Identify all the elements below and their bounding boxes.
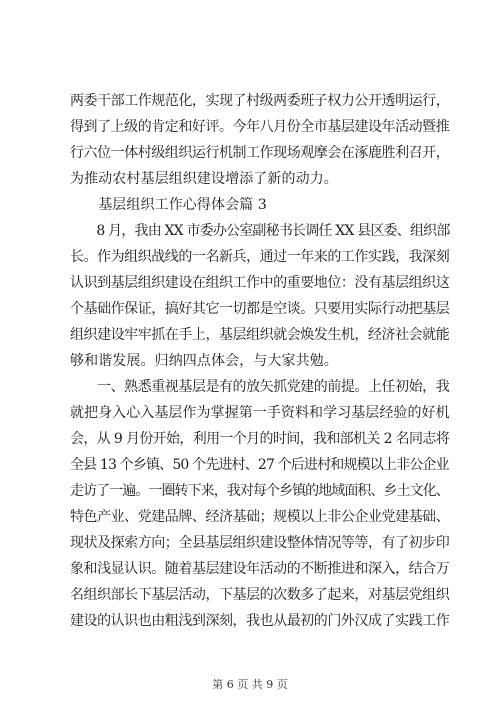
text-line: 为推动农村基层组织建设增添了新的动力。 <box>70 171 338 187</box>
text-line: 走访了一遍。一圈转下来，我对每个乡镇的地域面积、乡土文化、 <box>70 483 449 499</box>
text-line: 现状及探索方向；全县基层组织建设整体情况等等，有了初步印 <box>70 535 450 551</box>
text-line: 行六位一体村级组织运行机制工作现场观摩会在涿鹿胜利召开， <box>70 145 450 161</box>
text-line: 组织建设牢牢抓在手上，基层组织就会焕发生机，经济社会就能 <box>70 327 450 343</box>
text-line: 全县 13 个乡镇、50 个先进村、27 个后进村和规模以上非公企业 <box>70 457 449 473</box>
text-line: 名组织部长下基层活动，下基层的次数多了起来，对基层党组织 <box>70 587 450 603</box>
text-line: 会，从 9 月份开始，利用一个月的时间，我和部机关 2 名同志将 <box>70 431 450 447</box>
text-line: 建设的认识也由粗浅到深刻，我也从最初的门外汉成了实践工作 <box>70 613 450 629</box>
text-line: 两委干部工作规范化，实现了村级两委班子权力公开透明运行， <box>70 93 450 109</box>
document-body <box>70 88 450 634</box>
text-line: 一、熟悉重视基层是有的放矢抓党建的前提。上任初始，我 <box>70 379 450 395</box>
text-line: 个基础作保证，搞好其它一切都是空谈。只要用实际行动把基层 <box>70 301 450 317</box>
text-line: 就把身入心入基层作为掌握第一手资料和学习基层经验的好机 <box>70 405 450 421</box>
text-line: 特色产业、党建品牌、经济基础；规模以上非公企业党建基础、 <box>70 509 450 525</box>
text-line: 得到了上级的肯定和好评。今年八月份全市基层建设年活动暨推 <box>70 119 450 135</box>
text-line: 够和谐发展。归纳四点体会，与大家共勉。 <box>70 353 338 369</box>
text-line: 8 月，我由 XX 市委办公室副秘书长调任 XX 县区委、组织部 <box>70 223 450 239</box>
text-line: 象和浅显认识。随着基层建设年活动的不断推进和深入，结合万 <box>70 561 450 577</box>
section-heading: 基层组织工作心得体会篇 3 <box>70 197 267 213</box>
text-line: 认识到基层组织建设在组织工作中的重要地位：没有基层组织这 <box>70 275 450 291</box>
text-line: 长。作为组织战线的一名新兵，通过一年来的工作实践，我深刻 <box>70 249 450 265</box>
page-footer: 第 6 页 共 9 页 <box>212 678 288 691</box>
